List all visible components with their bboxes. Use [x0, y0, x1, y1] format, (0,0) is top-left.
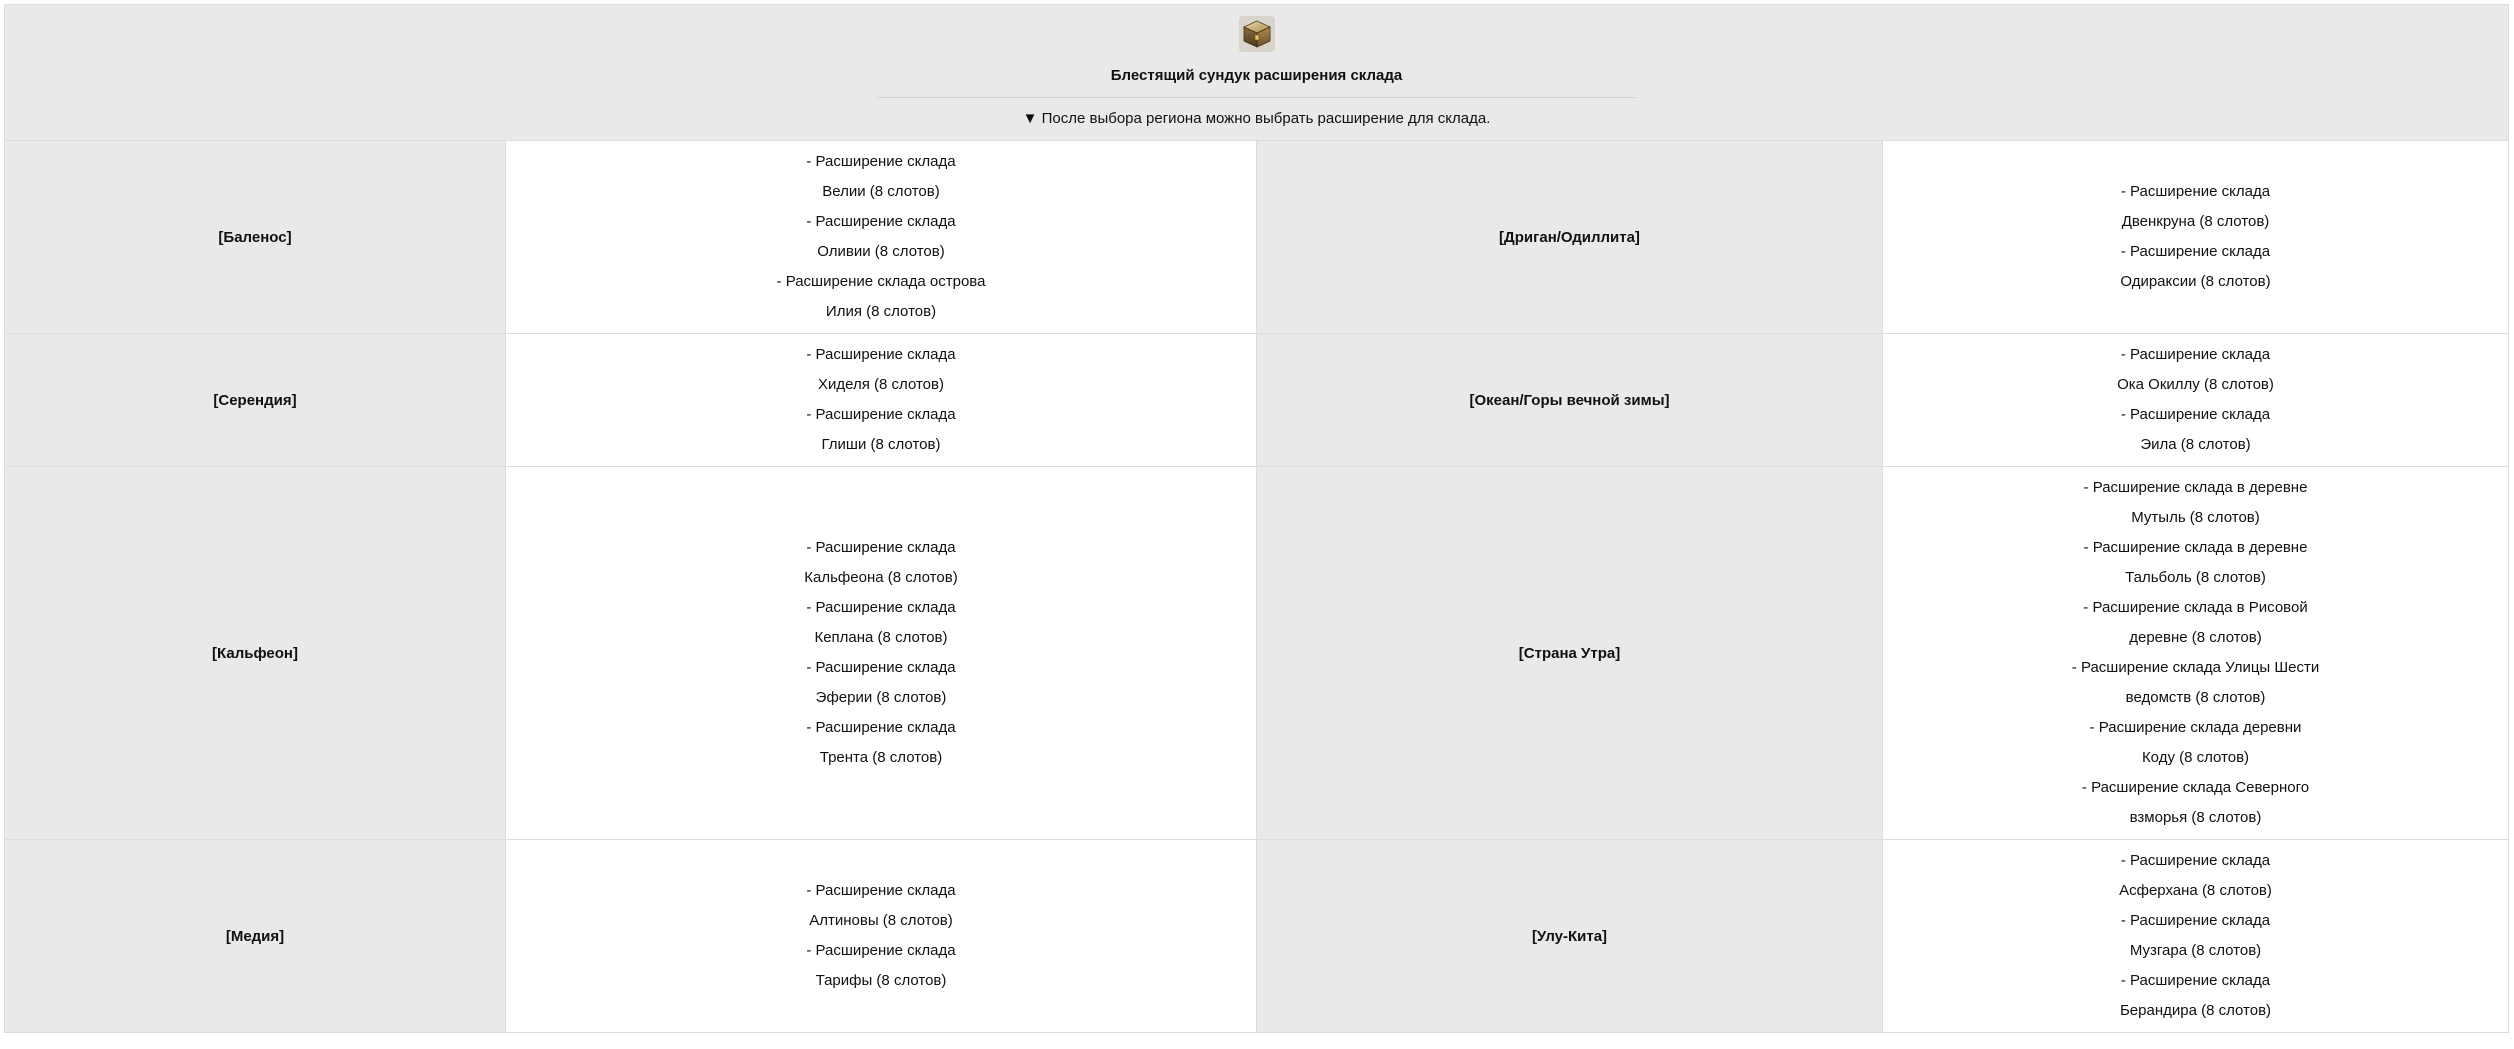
chest-icon — [1239, 16, 1275, 52]
expansion-line: Алтиновы (8 слотов) — [809, 912, 953, 929]
expansion-line: Илия (8 слотов) — [825, 303, 937, 320]
expansion-line: Берандира (8 слотов) — [2119, 1002, 2272, 1019]
expansion-list-left — [506, 467, 1257, 840]
expansion-line: Музгара (8 слотов) — [2129, 942, 2262, 959]
region-name-left: [Кальфеон] — [5, 467, 506, 840]
region-rows — [5, 141, 2509, 1033]
expansion-line: - Расширение склада — [806, 153, 956, 170]
expansion-line: - Расширение склада — [806, 659, 956, 676]
expansion-line: - Расширение склада — [806, 539, 956, 556]
expansion-line: Эила (8 слотов) — [2140, 436, 2251, 453]
expansion-line: Тарифы (8 слотов) — [815, 972, 947, 989]
expansion-line: Эферии (8 слотов) — [815, 689, 947, 706]
expansion-line: деревне (8 слотов) — [2129, 629, 2262, 646]
expansion-line: - Расширение склада в деревне — [2083, 479, 2308, 496]
expansion-line: - Расширение склада — [2120, 346, 2271, 363]
expansion-line: - Расширение склада — [2120, 243, 2271, 260]
expansion-line: Хиделя (8 слотов) — [818, 376, 944, 393]
expansion-line: Мутыль (8 слотов) — [2131, 509, 2260, 526]
expansion-line: - Расширение склада Улицы Шести — [2071, 659, 2320, 676]
storage-chest-table-wrapper — [4, 4, 2508, 1033]
expansion-line: Оливии (8 слотов) — [817, 243, 945, 260]
header-row — [5, 5, 2509, 141]
region-name-right: [Страна Утра] — [1257, 467, 1883, 840]
expansion-list-right — [1883, 840, 2509, 1033]
region-name-left: [Баленос] — [5, 141, 506, 334]
expansion-line: Одираксии (8 слотов) — [2120, 273, 2271, 290]
region-row — [5, 334, 2509, 467]
expansion-list-left — [506, 840, 1257, 1033]
expansion-line: - Расширение склада — [806, 719, 956, 736]
region-name-left: [Серендия] — [5, 334, 506, 467]
expansion-list-left — [506, 141, 1257, 334]
expansion-line: ведомств (8 слотов) — [2125, 689, 2266, 706]
expansion-list-right — [1883, 334, 2509, 467]
expansion-line: - Расширение склада Северного — [2081, 779, 2310, 796]
expansion-line: - Расширение склада — [806, 882, 956, 899]
header-cell — [5, 5, 2509, 141]
expansion-line: - Расширение склада — [806, 406, 956, 423]
expansion-line: Кальфеона (8 слотов) — [804, 569, 958, 586]
region-name-right: [Дриган/Одиллита] — [1257, 141, 1883, 334]
expansion-line: - Расширение склада — [2120, 852, 2271, 869]
header-divider — [877, 97, 1637, 98]
region-row — [5, 141, 2509, 334]
expansion-line: - Расширение склада деревни — [2089, 719, 2302, 736]
expansion-line: Тальболь (8 слотов) — [2125, 569, 2266, 586]
storage-expansion-table — [4, 4, 2509, 1033]
expansion-line: - Расширение склада в Рисовой — [2083, 599, 2308, 616]
region-name-right: [Улу-Кита] — [1257, 840, 1883, 1033]
expansion-line: - Расширение склада острова — [776, 273, 986, 290]
expansion-line: - Расширение склада в деревне — [2083, 539, 2308, 556]
expansion-line: Глиши (8 слотов) — [821, 436, 941, 453]
expansion-line: - Расширение склада — [2120, 183, 2271, 200]
expansion-line: - Расширение склада — [806, 599, 956, 616]
expansion-list-right — [1883, 467, 2509, 840]
expansion-line: Асферхана (8 слотов) — [2119, 882, 2272, 899]
expansion-list-left — [506, 334, 1257, 467]
expansion-line: Ока Окиллу (8 слотов) — [2117, 376, 2274, 393]
expansion-line: Трента (8 слотов) — [819, 749, 943, 766]
expansion-list-right — [1883, 141, 2509, 334]
expansion-line: Коду (8 слотов) — [2141, 749, 2250, 766]
region-row — [5, 840, 2509, 1033]
region-name-left: [Медия] — [5, 840, 506, 1033]
expansion-line: Велии (8 слотов) — [822, 183, 940, 200]
expansion-line: - Расширение склада — [2120, 972, 2271, 989]
expansion-line: взморья (8 слотов) — [2129, 809, 2262, 826]
chest-title: Блестящий сундук расширения склада — [1110, 66, 1403, 84]
region-row — [5, 467, 2509, 840]
header-note: ▼ После выбора региона можно выбрать расширение для склада. — [1022, 109, 1491, 127]
expansion-line: - Расширение склада — [806, 346, 956, 363]
expansion-line: - Расширение склада — [806, 942, 956, 959]
expansion-line: Двенкруна (8 слотов) — [2121, 213, 2270, 230]
expansion-line: - Расширение склада — [806, 213, 956, 230]
expansion-line: - Расширение склада — [2120, 406, 2271, 423]
expansion-line: Кеплана (8 слотов) — [814, 629, 948, 646]
expansion-line: - Расширение склада — [2120, 912, 2271, 929]
region-name-right: [Океан/Горы вечной зимы] — [1257, 334, 1883, 467]
